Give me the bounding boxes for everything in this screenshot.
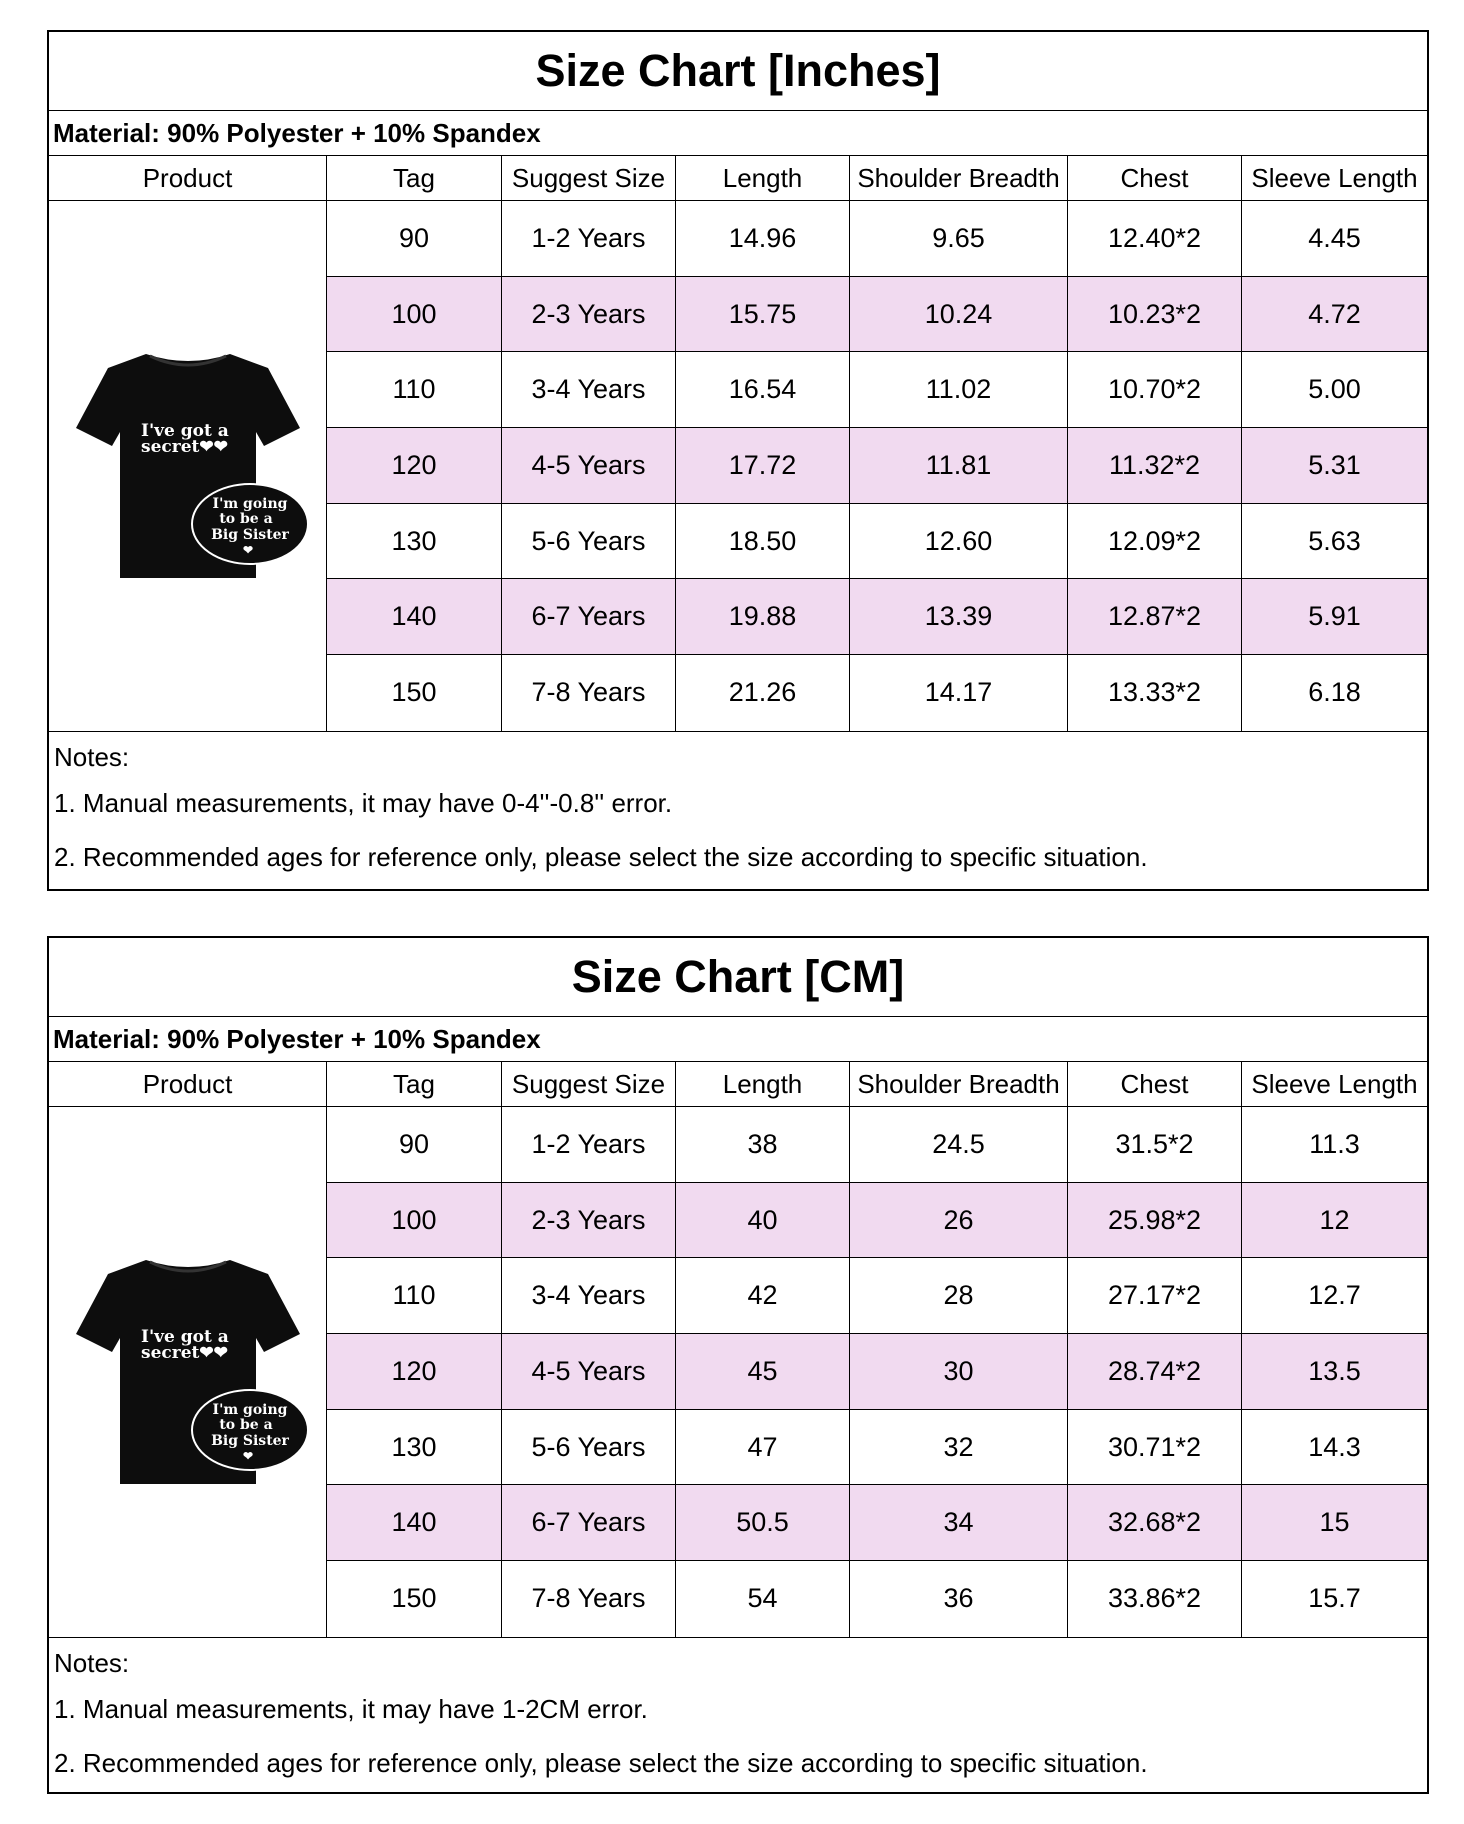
table-cell-chest: 11.32*2 (1068, 428, 1242, 504)
size-table (49, 1062, 1427, 1638)
note-1: 1. Manual measurements, it may have 0-4''-0.8'' error. (54, 787, 673, 818)
table-cell-chest: 32.68*2 (1068, 1485, 1242, 1561)
header-sleeve-length: Sleeve Length (1242, 1062, 1427, 1107)
table-cell-chest: 30.71*2 (1068, 1410, 1242, 1486)
chart-title: Size Chart [CM] (49, 938, 1427, 1017)
material-label: Material: 90% Polyester + 10% Spandex (49, 1017, 1427, 1062)
header-length: Length (676, 156, 850, 201)
table-cell-length: 42 (676, 1258, 850, 1334)
table-cell-tag: 130 (327, 1410, 502, 1486)
size-chart-inches (47, 30, 1429, 891)
table-cell-length: 45 (676, 1334, 850, 1410)
header-suggest-size: Suggest Size (502, 1062, 676, 1107)
table-cell-tag: 120 (327, 1334, 502, 1410)
table-cell-chest: 13.33*2 (1068, 655, 1242, 731)
table-cell-suggest-size: 7-8 Years (502, 655, 676, 731)
table-cell-chest: 31.5*2 (1068, 1107, 1242, 1183)
table-cell-shoulder-breadth: 34 (850, 1485, 1068, 1561)
table-cell-shoulder-breadth: 24.5 (850, 1107, 1068, 1183)
table-cell-length: 15.75 (676, 277, 850, 353)
table-cell-sleeve-length: 11.3 (1242, 1107, 1427, 1183)
table-cell-suggest-size: 6-7 Years (502, 1485, 676, 1561)
table-cell-shoulder-breadth: 30 (850, 1334, 1068, 1410)
table-cell-sleeve-length: 15 (1242, 1485, 1427, 1561)
table-cell-shoulder-breadth: 28 (850, 1258, 1068, 1334)
note-2: 2. Recommended ages for reference only, please select the size according to specific situation. (54, 841, 1148, 872)
shirt-text-line1: I've got a (140, 1326, 229, 1347)
shirt-text-line2: secret❤❤ (140, 436, 228, 457)
table-cell-suggest-size: 1-2 Years (502, 201, 676, 277)
header-tag: Tag (327, 1062, 502, 1107)
material-label: Material: 90% Polyester + 10% Spandex (49, 111, 1427, 156)
table-cell-chest: 12.09*2 (1068, 504, 1242, 580)
table-cell-suggest-size: 2-3 Years (502, 1183, 676, 1259)
table-cell-sleeve-length: 12.7 (1242, 1258, 1427, 1334)
table-cell-suggest-size: 7-8 Years (502, 1561, 676, 1637)
badge-heart-icon: ❤ (242, 542, 253, 557)
table-cell-length: 47 (676, 1410, 850, 1486)
table-cell-tag: 90 (327, 201, 502, 277)
table-cell-chest: 10.70*2 (1068, 352, 1242, 428)
table-cell-sleeve-length: 5.91 (1242, 579, 1427, 655)
table-cell-sleeve-length: 15.7 (1308, 1583, 1361, 1614)
badge-text-line2: to be a (218, 510, 273, 527)
note-1: 1. Manual measurements, it may have 1-2CM error. (54, 1693, 648, 1724)
header-suggest-size: Suggest Size (502, 156, 676, 201)
table-cell-tag: 90 (327, 1107, 502, 1183)
table-cell-tag: 100 (327, 1183, 502, 1259)
header-sleeve-length: Sleeve Length (1242, 156, 1427, 201)
table-cell-shoulder-breadth: 26 (850, 1183, 1068, 1259)
table-cell-shoulder-breadth: 9.65 (850, 201, 1068, 277)
badge-text-line3: Big Sister (210, 526, 289, 543)
header-tag: Tag (327, 156, 502, 201)
table-cell-chest: 10.23*2 (1068, 277, 1242, 353)
table-cell-suggest-size: 3-4 Years (502, 1258, 676, 1334)
size-table (49, 156, 1427, 732)
table-cell-length: 21.26 (676, 655, 850, 731)
table-cell-sleeve-length: 14.3 (1242, 1410, 1427, 1486)
table-cell-length: 40 (676, 1183, 850, 1259)
notes-section (49, 742, 1427, 872)
header-length: Length (676, 1062, 850, 1107)
table-cell-suggest-size: 4-5 Years (502, 1334, 676, 1410)
table-cell-suggest-size: 4-5 Years (502, 428, 676, 504)
table-cell-chest: 33.86*2 (1068, 1561, 1242, 1637)
table-cell-tag: 110 (327, 1258, 502, 1334)
table-cell-sleeve-length: 12 (1242, 1183, 1427, 1259)
table-cell-tag: 140 (327, 579, 502, 655)
table-cell-length: 14.96 (676, 201, 850, 277)
chart-title: Size Chart [Inches] (49, 32, 1427, 111)
table-cell-tag: 110 (327, 352, 502, 428)
table-cell-tag: 130 (327, 504, 502, 580)
table-cell-suggest-size: 2-3 Years (502, 277, 676, 353)
table-cell-length: 38 (676, 1107, 850, 1183)
badge-text-line3: Big Sister (210, 1432, 289, 1449)
notes-section (49, 1648, 1427, 1778)
table-cell-tag: 100 (327, 277, 502, 353)
table-cell-tag: 140 (327, 1485, 502, 1561)
table-cell-suggest-size: 5-6 Years (502, 504, 676, 580)
table-cell-chest: 28.74*2 (1068, 1334, 1242, 1410)
table-cell-length: 16.54 (676, 352, 850, 428)
notes-heading: Notes: (54, 741, 130, 772)
header-product: Product (49, 1062, 327, 1107)
table-cell-chest: 27.17*2 (1068, 1258, 1242, 1334)
table-cell-shoulder-breadth: 32 (850, 1410, 1068, 1486)
table-cell-shoulder-breadth: 12.60 (850, 504, 1068, 580)
table-cell-sleeve-length: 5.00 (1242, 352, 1427, 428)
table-cell-shoulder-breadth: 10.24 (850, 277, 1068, 353)
header-chest: Chest (1068, 156, 1242, 201)
badge-heart-icon: ❤ (242, 1448, 253, 1463)
table-cell-sleeve-length: 4.45 (1242, 201, 1427, 277)
tshirt-image (68, 346, 308, 586)
table-cell-sleeve-length: 13.5 (1242, 1334, 1427, 1410)
table-cell-sleeve-length: 4.72 (1242, 277, 1427, 353)
table-cell-suggest-size: 5-6 Years (502, 1410, 676, 1486)
table-cell-length: 19.88 (676, 579, 850, 655)
table-cell-tag: 150 (327, 655, 502, 731)
table-cell-length: 50.5 (676, 1485, 850, 1561)
table-cell-shoulder-breadth: 13.39 (850, 579, 1068, 655)
table-cell-tag: 150 (327, 1561, 502, 1637)
table-cell-sleeve-length: 5.31 (1242, 428, 1427, 504)
table-cell-sleeve-length: 5.63 (1242, 504, 1427, 580)
table-cell-tag: 120 (327, 428, 502, 504)
table-cell-chest: 25.98*2 (1068, 1183, 1242, 1259)
header-product: Product (49, 156, 327, 201)
table-cell-suggest-size: 3-4 Years (502, 352, 676, 428)
notes-heading: Notes: (54, 1647, 130, 1678)
header-shoulder-breadth: Shoulder Breadth (850, 1062, 1068, 1107)
table-cell-shoulder-breadth: 11.02 (850, 352, 1068, 428)
product-image-cell (49, 1107, 327, 1637)
table-cell-shoulder-breadth: 36 (850, 1561, 1068, 1637)
table-cell-suggest-size: 6-7 Years (502, 579, 676, 655)
header-shoulder-breadth: Shoulder Breadth (850, 156, 1068, 201)
table-cell-sleeve-length: 6.18 (1308, 677, 1361, 708)
badge-text-line1: I'm going (212, 495, 287, 512)
table-cell-length: 18.50 (676, 504, 850, 580)
badge-text-line2: to be a (218, 1416, 273, 1433)
header-chest: Chest (1068, 1062, 1242, 1107)
tshirt-image (68, 1252, 308, 1492)
table-cell-shoulder-breadth: 11.81 (850, 428, 1068, 504)
product-image-cell (49, 201, 327, 731)
table-cell-length: 54 (676, 1561, 850, 1637)
badge-text-line1: I'm going (212, 1401, 287, 1418)
note-2: 2. Recommended ages for reference only, please select the size according to specific situation. (54, 1747, 1148, 1778)
table-cell-chest: 12.87*2 (1068, 579, 1242, 655)
size-chart-cm (47, 936, 1429, 1794)
table-cell-suggest-size: 1-2 Years (502, 1107, 676, 1183)
table-cell-shoulder-breadth: 14.17 (850, 655, 1068, 731)
table-cell-length: 17.72 (676, 428, 850, 504)
table-cell-chest: 12.40*2 (1068, 201, 1242, 277)
shirt-text-line2: secret❤❤ (140, 1342, 228, 1363)
shirt-text-line1: I've got a (140, 420, 229, 441)
